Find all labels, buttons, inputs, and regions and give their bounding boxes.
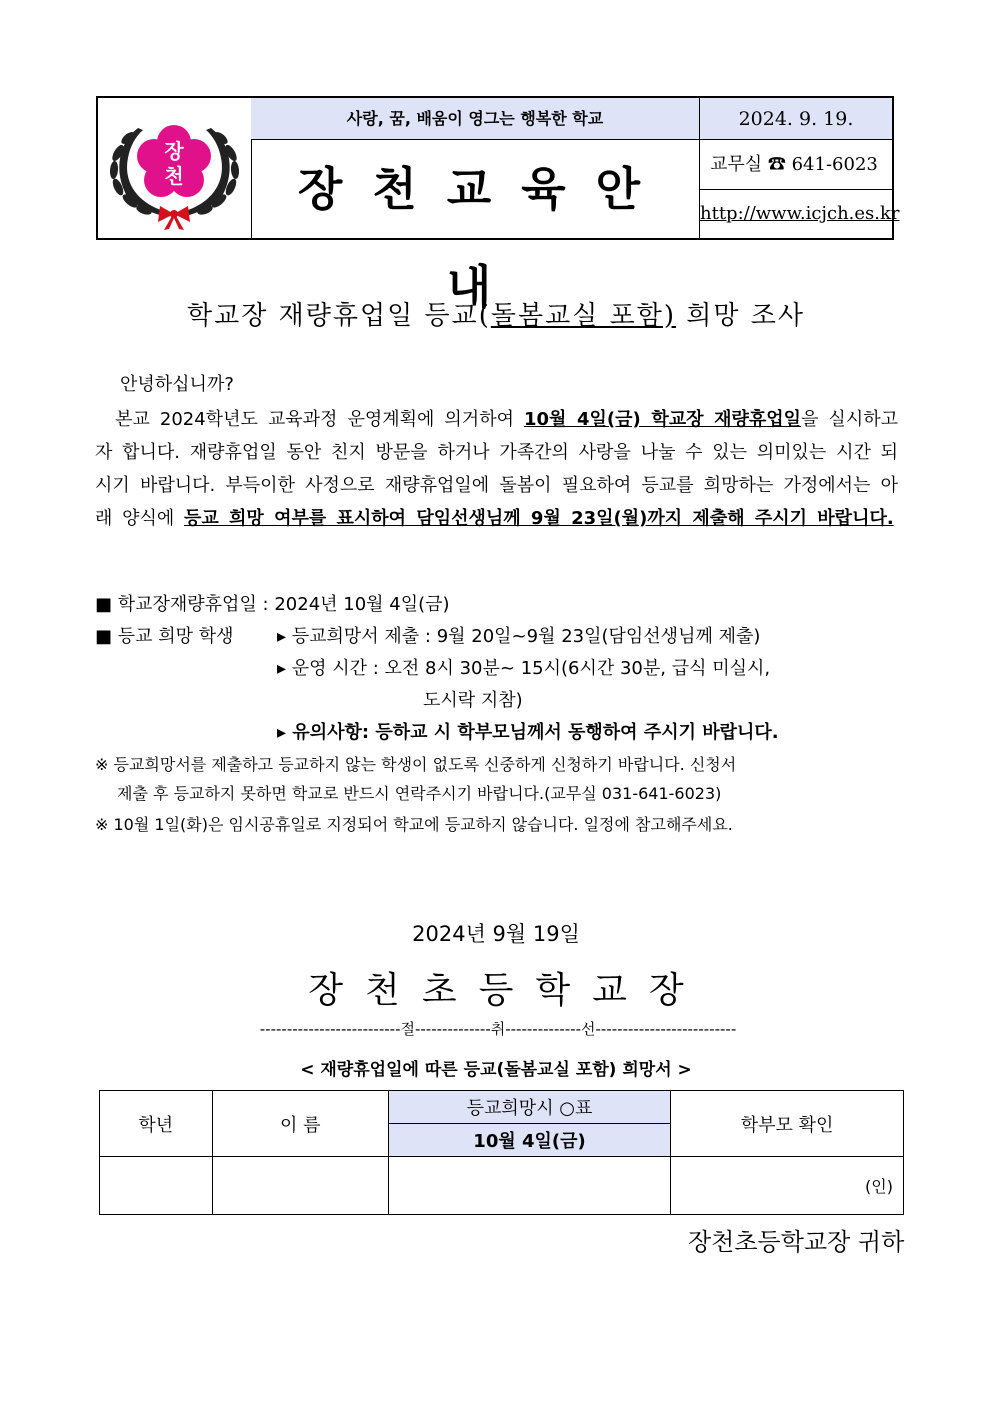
closing-addressee: 장천초등학교장 귀하 [688, 1228, 905, 1256]
school-emblem-icon [98, 98, 251, 238]
note-1-cont: 제출 후 등교하지 못하면 학교로 반드시 연락주시기 바랍니다.(교무실 031-641-6023) [117, 784, 722, 803]
greeting: 안녕하십니까? [120, 374, 234, 395]
parent-seal-cell[interactable] [671, 1157, 904, 1215]
header-date: 2024. 9. 19. [700, 98, 892, 140]
header-parent: 학부모 확인 [671, 1091, 904, 1157]
school-emblem-cell [98, 98, 252, 238]
svg-text:천: 천 [164, 164, 184, 188]
wish-input-cell[interactable] [389, 1157, 671, 1215]
sign-date: 2024년 9월 19일 [412, 922, 580, 946]
note-1: ※ 등교희망서를 제출하고 등교하지 않는 학생이 없도록 신중하게 신청하기 바랍니다. 신청서 [95, 755, 737, 774]
header-wish-date: 10월 4일(금) [389, 1124, 671, 1157]
bullet-attend-label: ■ 등교 희망 학생 [95, 626, 234, 647]
para-bold-2: 등교 희망 여부를 표시하여 담임선생님께 9월 23일(월)까지 제출해 주시기 바랍니다. [184, 508, 894, 529]
form-title: < 재량휴업일에 따른 등교(돌봄교실 포함) 희망서 > [300, 1060, 692, 1080]
svg-text:장: 장 [164, 139, 184, 163]
bullet-hours-cont: 도시락 지참) [423, 690, 523, 711]
note-2: ※ 10월 1일(화)은 임시공휴일로 지정되어 학교에 등교하지 않습니다. 일정에 참고해주세요. [95, 815, 733, 834]
school-url-link[interactable]: http://www.icjch.es.kr [700, 203, 900, 224]
cut-line: --------------------------절--------------취--------------선-------------------------- [259, 1020, 737, 1038]
title-part-1: 학교장 재량휴업일 등교( [187, 301, 491, 331]
title-part-2: 희망 조사 [675, 301, 805, 331]
bullet-holiday: ■ 학교장재량휴업일 : 2024년 10월 4일(금) [95, 594, 450, 615]
para-text-1: 본교 2024학년도 교육과정 운영계획에 의거하여 [115, 409, 524, 430]
title-underlined: 돌봄교실 포함) [490, 301, 676, 331]
school-slogan: 사랑, 꿈, 배움이 영그는 행복한 학교 [251, 98, 700, 140]
body-paragraph [95, 403, 898, 535]
bullet-submit: ▸ 등교희망서 제출 : 9월 20일~9월 23일(담임선생님께 제출) [277, 626, 761, 647]
name-input-cell[interactable] [212, 1157, 388, 1215]
para-bold-1: 10월 4일(금) 학교장 재량휴업일 [524, 409, 802, 430]
grade-input-cell[interactable] [100, 1157, 213, 1215]
header-grade: 학년 [100, 1091, 213, 1157]
header-name: 이 름 [212, 1091, 388, 1157]
bullet-caution: ▸ 유의사항: 등하교 시 학부모님께서 동행하여 주시기 바랍니다. [277, 722, 779, 743]
newsletter-title: 장천교육안내 [251, 140, 700, 238]
school-principal: 장천초등학교장 [308, 970, 706, 1011]
para-text-2: 을 실시하고자 합니다. 재량휴업일 동안 친지 방문을 하거나 가족간의 사랑을 나눌 수 있는 의미있는 시간 되시기 바랍니다. 부득이한 사정으로 재량휴업일에 돌봄이 필요하여 등교를 희망하는 가정에서는 아래 양식에 [95, 409, 898, 529]
bullet-hours: ▸ 운영 시간 : 오전 8시 30분~ 15시(6시간 30분, 급식 미실시, [277, 658, 771, 679]
seal-label: (인) [865, 1177, 893, 1196]
office-phone: 교무실 ☎ 641-6023 [700, 140, 892, 190]
header-box [96, 96, 900, 314]
document-title [0, 295, 992, 332]
header-wish: 등교희망시 ○표 [389, 1091, 671, 1124]
application-form-table [99, 1090, 904, 1215]
